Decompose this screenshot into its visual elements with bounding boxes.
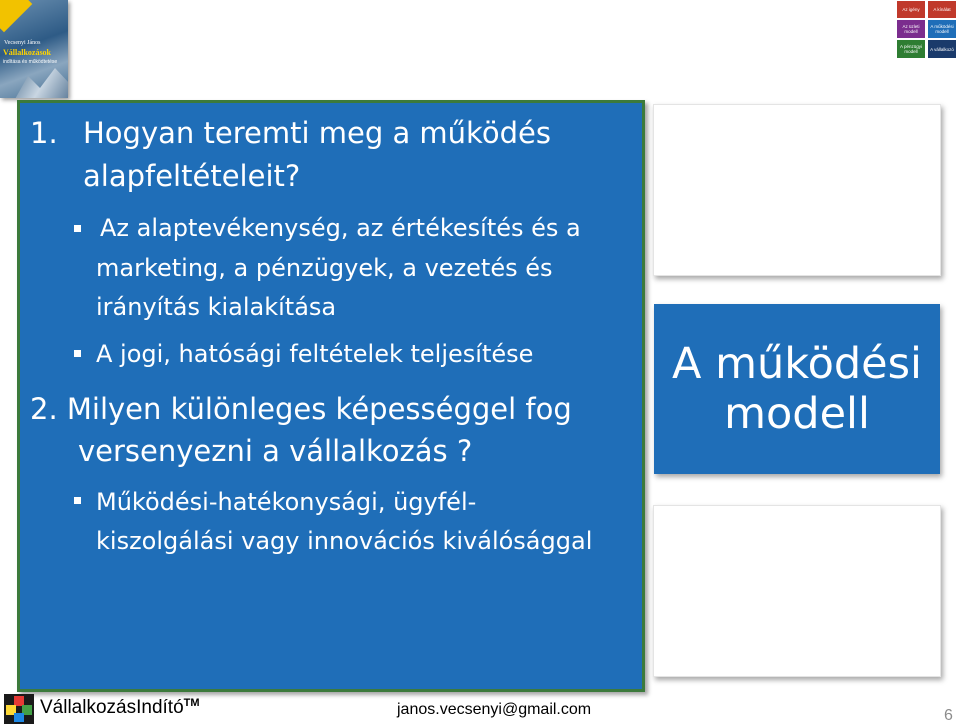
nav-label: A működési modell: [930, 24, 954, 34]
bullet-2: A jogi, hatósági feltételek teljesítése: [96, 340, 534, 368]
bullet-icon: [74, 497, 81, 504]
operating-model-title-1: A működési: [671, 339, 922, 389]
brand-text: VállalkozásIndító: [40, 697, 184, 718]
footer-brand: [40, 697, 200, 719]
side-empty-box-bottom: [653, 505, 941, 677]
operating-model-title-2: modell: [724, 389, 870, 439]
book-cover-image: [0, 0, 68, 98]
bullet-3-line-2: kiszolgálási vagy innovációs kiválósággal: [96, 527, 593, 555]
bullet-3-line-1: Működési-hatékonysági, ügyfél-: [96, 488, 477, 516]
nav-button-vallalkozo[interactable]: [928, 40, 956, 58]
bullet-1-line-3: irányítás kialakítása: [96, 293, 337, 321]
question-2-line-2: versenyezni a vállalkozás ?: [78, 434, 473, 468]
nav-label: Az igény: [902, 7, 920, 12]
question-1-number: 1.: [30, 116, 58, 150]
cover-corner-ribbon: [0, 0, 32, 32]
nav-button-mukodesi-modell[interactable]: [928, 20, 956, 38]
nav-button-kinalat[interactable]: [928, 1, 956, 18]
nav-button-uzleti-modell[interactable]: [897, 20, 925, 38]
nav-label: A vállalkozó: [930, 46, 954, 52]
bullet-1-line-1: Az alaptevékenység, az értékesítés és a: [100, 214, 581, 242]
bullet-icon: [74, 225, 81, 232]
book-title: Vállalkozások: [3, 48, 52, 57]
book-subtitle: indítása és működtetése: [3, 59, 58, 65]
book-author: Vecsenyi János: [4, 40, 41, 46]
question-1-line-1: Hogyan teremti meg a működés: [83, 116, 551, 150]
trademark-mark: TM: [183, 697, 200, 709]
nav-label: A pénzügyi modell: [899, 44, 923, 54]
footer-email-link[interactable]: janos.vecsenyi@gmail.com: [397, 701, 592, 718]
operating-model-box: [654, 304, 940, 474]
nav-label: Az üzleti modell: [902, 24, 920, 34]
model-navigation-grid: [897, 1, 957, 58]
bullet-icon: [74, 350, 81, 357]
nav-label: A kínálat: [933, 7, 951, 12]
bullet-1-line-2: marketing, a pénzügyek, a vezetés és: [96, 254, 553, 282]
nav-button-igeny[interactable]: [897, 1, 925, 18]
vallalkozasindito-logo-icon: [4, 694, 34, 724]
nav-button-penzugyi-modell[interactable]: [897, 40, 925, 58]
question-2-line-1: 2. Milyen különleges képességgel fog: [30, 392, 572, 426]
page-number: 6: [944, 707, 953, 724]
question-1-line-2: alapfeltételeit?: [83, 159, 301, 193]
mountain-illustration: [10, 68, 68, 98]
side-empty-box-top: [653, 104, 941, 276]
